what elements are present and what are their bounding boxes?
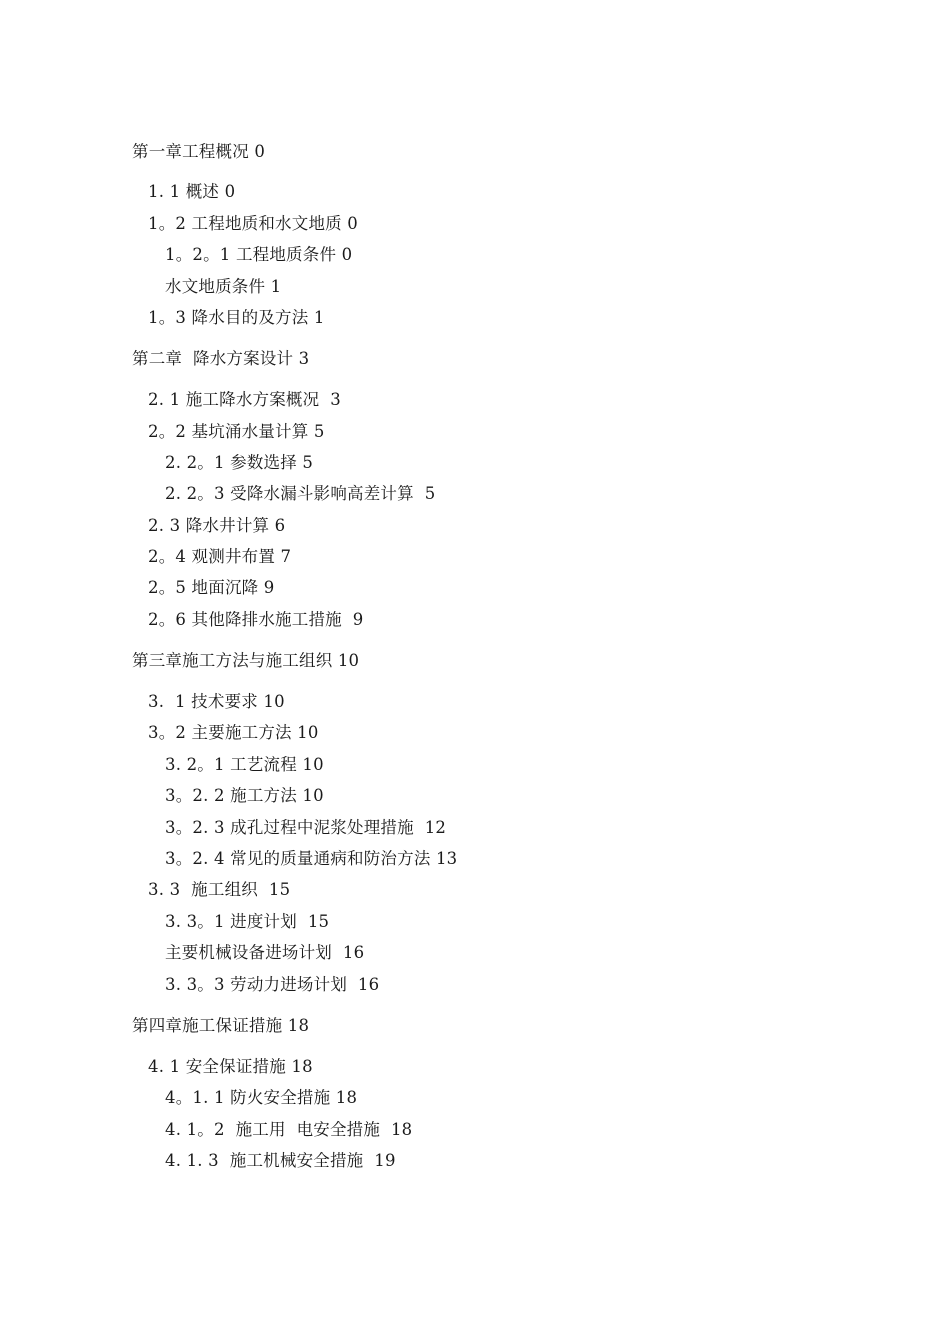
toc-entry-4-1-2[interactable]: 4. 1。2 施工用 电安全措施 18 <box>165 1120 413 1139</box>
toc-chapter-1[interactable]: 第一章工程概况 0 <box>132 142 266 161</box>
toc-entry-2-5[interactable]: 2。5 地面沉降 9 <box>148 578 275 597</box>
toc-entry-2-2-3[interactable]: 2. 2。3 受降水漏斗影响高差计算 5 <box>165 484 436 503</box>
toc-entry-1-3[interactable]: 1。3 降水目的及方法 1 <box>148 308 325 327</box>
toc-entry-2-4[interactable]: 2。4 观测井布置 7 <box>148 547 292 566</box>
toc-entry-3-3-1[interactable]: 3. 3。1 进度计划 15 <box>165 912 330 931</box>
toc-entry-hydrogeology[interactable]: 水文地质条件 1 <box>165 277 282 296</box>
toc-entry-1-1[interactable]: 1. 1 概述 0 <box>148 182 236 201</box>
toc-entry-3-2[interactable]: 3。2 主要施工方法 10 <box>148 723 319 742</box>
toc-entry-3-1[interactable]: 3. 1 技术要求 10 <box>148 692 285 711</box>
toc-entry-3-2-1[interactable]: 3. 2。1 工艺流程 10 <box>165 755 324 774</box>
toc-entry-2-2[interactable]: 2。2 基坑涌水量计算 5 <box>148 422 325 441</box>
toc-entry-4-1[interactable]: 4. 1 安全保证措施 18 <box>148 1057 313 1076</box>
toc-entry-4-1-3[interactable]: 4. 1. 3 施工机械安全措施 19 <box>165 1151 396 1170</box>
toc-entry-3-3-3[interactable]: 3. 3。3 劳动力进场计划 16 <box>165 975 380 994</box>
toc-chapter-3[interactable]: 第三章施工方法与施工组织 10 <box>132 651 360 670</box>
toc-entry-1-2[interactable]: 1。2 工程地质和水文地质 0 <box>148 214 358 233</box>
toc-entry-1-2-1[interactable]: 1。2。1 工程地质条件 0 <box>165 245 353 264</box>
toc-entry-2-3[interactable]: 2. 3 降水井计算 6 <box>148 516 286 535</box>
toc-entry-4-1-1[interactable]: 4。1. 1 防火安全措施 18 <box>165 1088 358 1107</box>
toc-chapter-4[interactable]: 第四章施工保证措施 18 <box>132 1016 310 1035</box>
toc-entry-machinery-plan[interactable]: 主要机械设备进场计划 16 <box>165 943 365 962</box>
toc-chapter-2[interactable]: 第二章 降水方案设计 3 <box>132 349 310 368</box>
toc-entry-3-2-2[interactable]: 3。2. 2 施工方法 10 <box>165 786 324 805</box>
toc-entry-3-2-3[interactable]: 3。2. 3 成孔过程中泥浆处理措施 12 <box>165 818 447 837</box>
toc-entry-3-2-4[interactable]: 3。2. 4 常见的质量通病和防治方法 13 <box>165 849 458 868</box>
toc-entry-2-1[interactable]: 2. 1 施工降水方案概况 3 <box>148 390 341 409</box>
toc-entry-2-2-1[interactable]: 2. 2。1 参数选择 5 <box>165 453 314 472</box>
toc-entry-3-3[interactable]: 3. 3 施工组织 15 <box>148 880 291 899</box>
toc-entry-2-6[interactable]: 2。6 其他降排水施工措施 9 <box>148 610 364 629</box>
